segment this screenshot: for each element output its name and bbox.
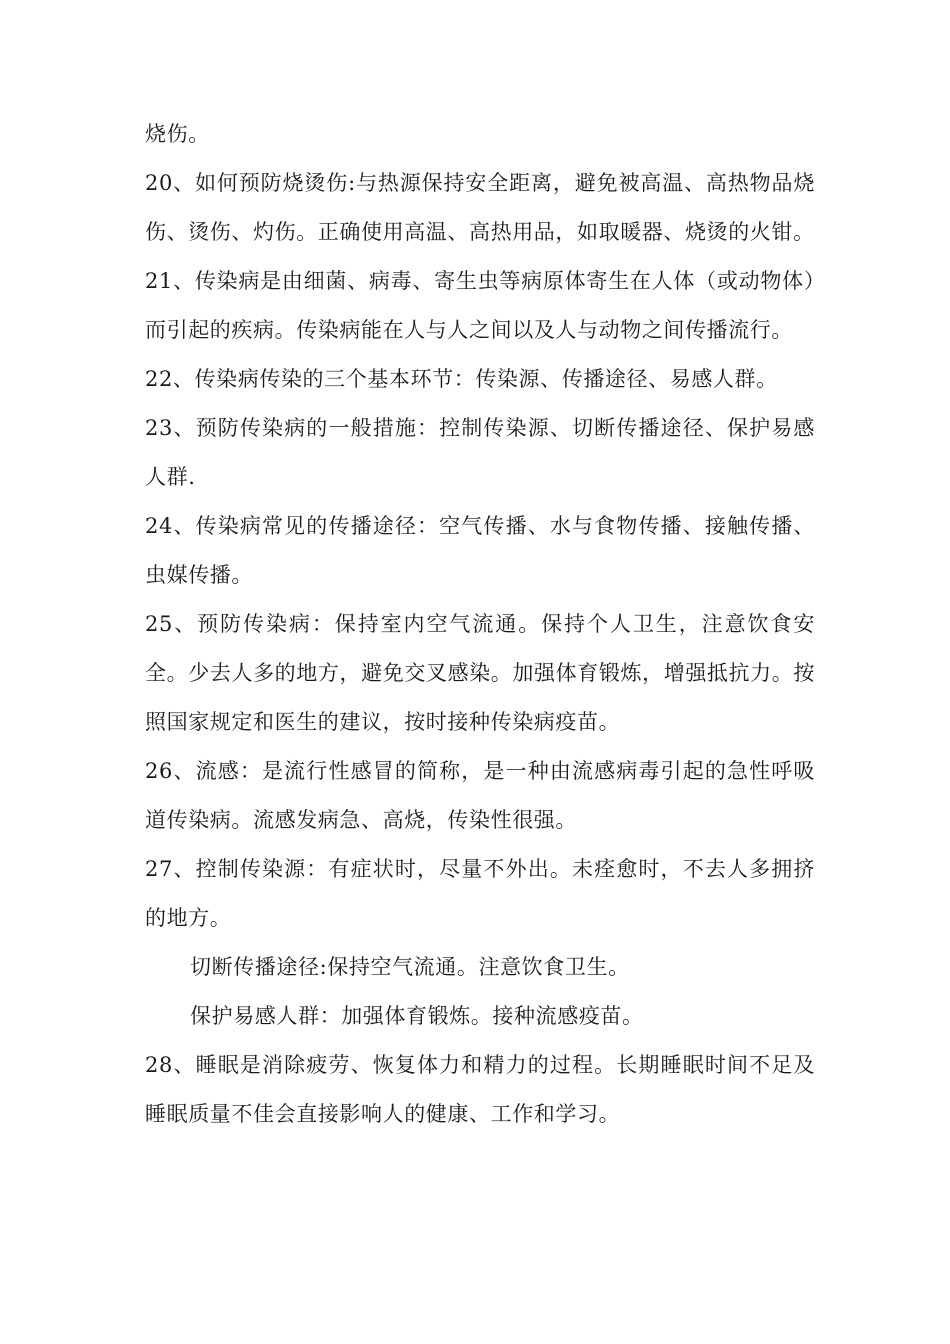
paragraph-sub-transmission: 切断传播途径:保持空气流通。注意饮食卫生。 xyxy=(190,955,630,979)
paragraph-item-28: 28、睡眠是消除疲劳、恢复体力和精力的过程。长期睡眠时间不足及睡眠质量不佳会直接影响人的健康、工作和学习。 xyxy=(145,1053,815,1126)
paragraph-item-20: 20、如何预防烧烫伤:与热源保持安全距离，避免被高温、高热物品烧伤、烫伤、灼伤。正确使用高温、高热用品，如取暖器、烧烫的火钳。 xyxy=(145,171,815,244)
paragraph-item-23: 23、预防传染病的一般措施：控制传染源、切断传播途径、保护易感人群. xyxy=(145,416,815,489)
document-body xyxy=(145,110,815,1139)
paragraph-item-22: 22、传染病传染的三个基本环节：传染源、传播途径、易感人群。 xyxy=(145,367,778,391)
paragraph-item-27: 27、控制传染源：有症状时，尽量不外出。未痊愈时，不去人多拥挤的地方。 xyxy=(145,857,815,930)
paragraph-item-26: 26、流感：是流行性感冒的简称，是一种由流感病毒引起的急性呼吸道传染病。流感发病急、高烧，传染性很强。 xyxy=(145,759,815,832)
paragraph-item-25: 25、预防传染病：保持室内空气流通。保持个人卫生，注意饮食安全。少去人多的地方，避免交叉感染。加强体育锻炼，增强抵抗力。按照国家规定和医生的建议，按时接种传染病疫苗。 xyxy=(145,612,815,734)
paragraph-continuation: 烧伤。 xyxy=(145,122,210,146)
paragraph-item-21: 21、传染病是由细菌、病毒、寄生虫等病原体寄生在人体（或动物体）而引起的疾病。传染病能在人与人之间以及人与动物之间传播流行。 xyxy=(145,269,815,342)
paragraph-item-24: 24、传染病常见的传播途径：空气传播、水与食物传播、接触传播、虫媒传播。 xyxy=(145,514,815,587)
paragraph-sub-susceptible: 保护易感人群：加强体育锻炼。接种流感疫苗。 xyxy=(190,1004,644,1028)
